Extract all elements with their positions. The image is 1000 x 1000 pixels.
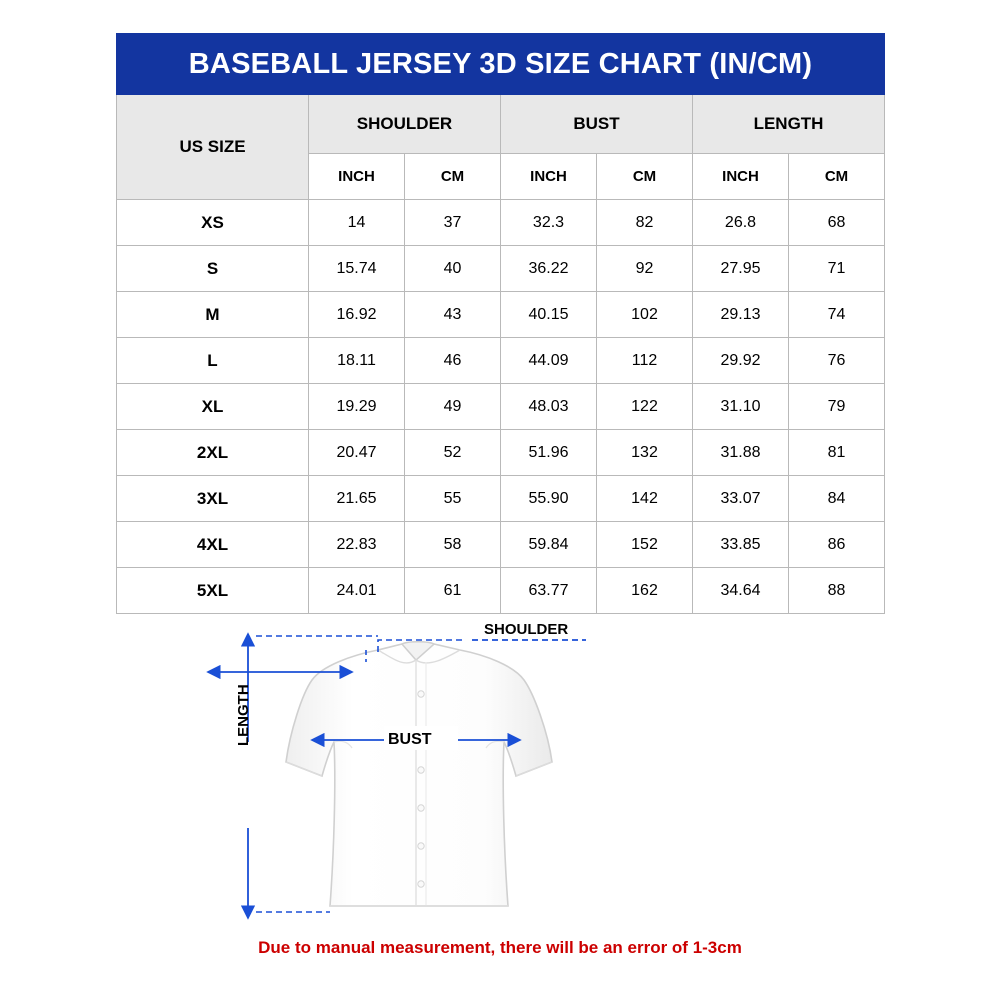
cell-length-cm: 76 [789,338,885,384]
cell-shoulder-cm: 43 [405,292,501,338]
table-row [117,292,885,338]
cell-shoulder-inch: 14 [309,200,405,246]
page-title: BASEBALL JERSEY 3D SIZE CHART (IN/CM) [117,34,885,95]
table-row [117,430,885,476]
cell-length-cm: 79 [789,384,885,430]
cell-bust-inch: 44.09 [501,338,597,384]
cell-size: 5XL [117,568,309,614]
cell-size: XL [117,384,309,430]
cell-size: L [117,338,309,384]
unit-header-shoulder-cm: CM [405,154,501,200]
cell-size: 4XL [117,522,309,568]
cell-bust-inch: 63.77 [501,568,597,614]
cell-bust-cm: 112 [597,338,693,384]
cell-length-cm: 71 [789,246,885,292]
cell-shoulder-inch: 21.65 [309,476,405,522]
cell-bust-cm: 92 [597,246,693,292]
cell-shoulder-cm: 52 [405,430,501,476]
table-row [117,568,885,614]
cell-size: 2XL [117,430,309,476]
label-bust: BUST [388,731,432,748]
cell-bust-inch: 48.03 [501,384,597,430]
jersey-measurement-illustration [116,622,884,932]
table-row [117,200,885,246]
unit-header-shoulder-inch: INCH [309,154,405,200]
cell-shoulder-inch: 22.83 [309,522,405,568]
cell-bust-cm: 152 [597,522,693,568]
cell-length-inch: 27.95 [693,246,789,292]
cell-length-cm: 86 [789,522,885,568]
size-chart-table-wrap [116,33,884,614]
cell-shoulder-inch: 20.47 [309,430,405,476]
col-header-bust: BUST [501,95,693,154]
cell-bust-cm: 82 [597,200,693,246]
cell-bust-inch: 40.15 [501,292,597,338]
cell-shoulder-cm: 55 [405,476,501,522]
cell-shoulder-cm: 37 [405,200,501,246]
cell-bust-cm: 162 [597,568,693,614]
unit-header-bust-inch: INCH [501,154,597,200]
cell-size: S [117,246,309,292]
cell-shoulder-inch: 18.11 [309,338,405,384]
measurement-note: Due to manual measurement, there will be an error of 1-3cm [258,938,742,957]
table-row [117,522,885,568]
table-title-row [117,34,885,95]
group-header-row [117,95,885,154]
jersey-graphic [286,642,552,906]
cell-length-cm: 74 [789,292,885,338]
cell-shoulder-inch: 19.29 [309,384,405,430]
cell-shoulder-cm: 46 [405,338,501,384]
col-header-shoulder: SHOULDER [309,95,501,154]
cell-length-inch: 34.64 [693,568,789,614]
cell-bust-inch: 55.90 [501,476,597,522]
cell-shoulder-cm: 49 [405,384,501,430]
table-row [117,246,885,292]
cell-bust-cm: 132 [597,430,693,476]
cell-length-cm: 88 [789,568,885,614]
unit-header-length-cm: CM [789,154,885,200]
cell-shoulder-inch: 15.74 [309,246,405,292]
table-row [117,476,885,522]
table-row [117,338,885,384]
table-row [117,384,885,430]
cell-length-inch: 29.92 [693,338,789,384]
cell-length-cm: 68 [789,200,885,246]
col-header-length: LENGTH [693,95,885,154]
cell-bust-cm: 122 [597,384,693,430]
cell-shoulder-cm: 40 [405,246,501,292]
size-chart-table [116,33,885,614]
col-header-us-size: US SIZE [117,95,309,200]
cell-length-inch: 31.10 [693,384,789,430]
unit-header-bust-cm: CM [597,154,693,200]
cell-bust-cm: 102 [597,292,693,338]
cell-size: XS [117,200,309,246]
cell-length-cm: 81 [789,430,885,476]
cell-bust-inch: 59.84 [501,522,597,568]
cell-size: 3XL [117,476,309,522]
cell-size: M [117,292,309,338]
cell-shoulder-inch: 24.01 [309,568,405,614]
cell-length-cm: 84 [789,476,885,522]
cell-length-inch: 33.85 [693,522,789,568]
cell-length-inch: 29.13 [693,292,789,338]
cell-bust-inch: 36.22 [501,246,597,292]
cell-shoulder-inch: 16.92 [309,292,405,338]
cell-bust-inch: 51.96 [501,430,597,476]
cell-length-inch: 31.88 [693,430,789,476]
cell-length-inch: 26.8 [693,200,789,246]
label-shoulder: SHOULDER [484,622,569,638]
cell-shoulder-cm: 61 [405,568,501,614]
label-length: LENGTH [235,684,252,746]
cell-shoulder-cm: 58 [405,522,501,568]
cell-length-inch: 33.07 [693,476,789,522]
cell-bust-inch: 32.3 [501,200,597,246]
cell-bust-cm: 142 [597,476,693,522]
unit-header-length-inch: INCH [693,154,789,200]
